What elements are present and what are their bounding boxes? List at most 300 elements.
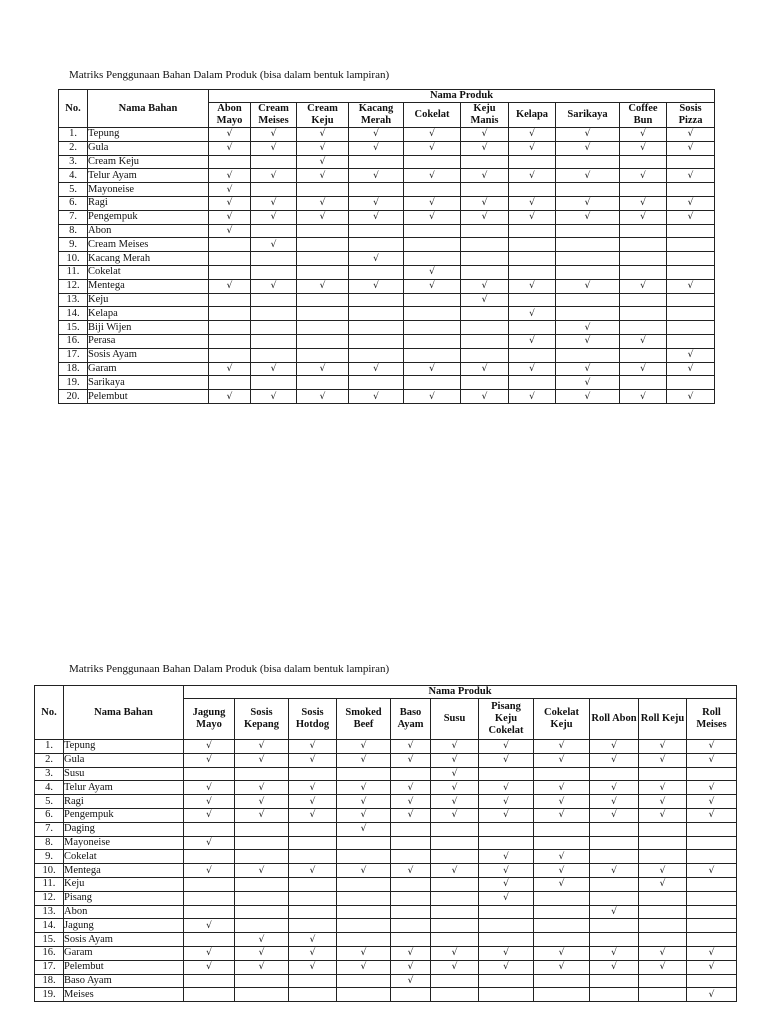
check-mark: √ [391, 781, 431, 795]
check-mark: √ [479, 891, 534, 905]
empty-cell [509, 183, 556, 197]
row-number: 19. [59, 376, 88, 390]
check-mark: √ [534, 781, 590, 795]
empty-cell [391, 822, 431, 836]
ingredient-row [35, 822, 737, 836]
check-mark: √ [235, 933, 289, 947]
row-number: 1. [59, 128, 88, 142]
check-mark: √ [297, 279, 349, 293]
empty-cell [556, 155, 620, 169]
check-mark: √ [479, 740, 534, 754]
empty-cell [620, 321, 667, 335]
check-mark: √ [235, 808, 289, 822]
empty-cell [235, 836, 289, 850]
check-mark: √ [289, 753, 337, 767]
empty-cell [251, 376, 297, 390]
check-mark: √ [404, 128, 461, 142]
check-mark: √ [556, 169, 620, 183]
ingredient-name: Pisang [64, 891, 184, 905]
empty-cell [235, 891, 289, 905]
matrix-caption-2: Matriks Penggunaan Bahan Dalam Produk (bisa dalam bentuk lampiran) [69, 663, 390, 675]
empty-cell [297, 348, 349, 362]
empty-cell [667, 238, 715, 252]
empty-cell [667, 224, 715, 238]
empty-cell [687, 919, 737, 933]
empty-cell [431, 988, 479, 1002]
check-mark: √ [209, 224, 251, 238]
check-mark: √ [289, 781, 337, 795]
check-mark: √ [620, 196, 667, 210]
check-mark: √ [297, 210, 349, 224]
empty-cell [534, 974, 590, 988]
empty-cell [184, 933, 235, 947]
row-number: 7. [59, 210, 88, 224]
empty-cell [289, 919, 337, 933]
empty-cell [590, 974, 639, 988]
check-mark: √ [349, 169, 404, 183]
product-header: Cream Keju [297, 103, 349, 128]
empty-cell [620, 265, 667, 279]
check-mark: √ [639, 753, 687, 767]
check-mark: √ [209, 362, 251, 376]
check-mark: √ [431, 781, 479, 795]
empty-cell [404, 334, 461, 348]
ingredient-name: Perasa [88, 334, 209, 348]
header-nama-produk: Nama Produk [209, 90, 715, 103]
check-mark: √ [639, 946, 687, 960]
empty-cell [667, 334, 715, 348]
check-mark: √ [391, 864, 431, 878]
check-mark: √ [391, 808, 431, 822]
empty-cell [461, 348, 509, 362]
check-mark: √ [251, 196, 297, 210]
empty-cell [687, 905, 737, 919]
empty-cell [667, 321, 715, 335]
empty-cell [184, 905, 235, 919]
check-mark: √ [687, 988, 737, 1002]
empty-cell [349, 238, 404, 252]
ingredient-row [35, 919, 737, 933]
product-header: Sarikaya [556, 103, 620, 128]
empty-cell [590, 933, 639, 947]
check-mark: √ [534, 795, 590, 809]
empty-cell [639, 850, 687, 864]
empty-cell [534, 822, 590, 836]
empty-cell [639, 919, 687, 933]
ingredient-row [35, 836, 737, 850]
empty-cell [479, 905, 534, 919]
row-number: 15. [35, 933, 64, 947]
empty-cell [209, 348, 251, 362]
check-mark: √ [509, 128, 556, 142]
check-mark: √ [461, 293, 509, 307]
empty-cell [391, 891, 431, 905]
check-mark: √ [251, 279, 297, 293]
empty-cell [620, 224, 667, 238]
check-mark: √ [556, 390, 620, 404]
check-mark: √ [509, 141, 556, 155]
ingredient-name: Telur Ayam [88, 169, 209, 183]
empty-cell [337, 850, 391, 864]
ingredient-name: Jagung [64, 919, 184, 933]
check-mark: √ [479, 808, 534, 822]
check-mark: √ [184, 919, 235, 933]
header-nama-produk: Nama Produk [184, 686, 737, 699]
check-mark: √ [289, 960, 337, 974]
empty-cell [391, 850, 431, 864]
row-number: 3. [59, 155, 88, 169]
empty-cell [479, 919, 534, 933]
empty-cell [289, 836, 337, 850]
check-mark: √ [349, 390, 404, 404]
empty-cell [620, 155, 667, 169]
check-mark: √ [209, 210, 251, 224]
ingredient-name: Keju [64, 877, 184, 891]
empty-cell [289, 988, 337, 1002]
empty-cell [235, 905, 289, 919]
empty-cell [479, 767, 534, 781]
empty-cell [509, 321, 556, 335]
ingredient-row [59, 265, 715, 279]
empty-cell [431, 836, 479, 850]
empty-cell [667, 293, 715, 307]
empty-cell [687, 836, 737, 850]
product-header: Sosis Hotdog [289, 699, 337, 740]
row-number: 4. [59, 169, 88, 183]
empty-cell [297, 321, 349, 335]
empty-cell [391, 877, 431, 891]
row-number: 5. [35, 795, 64, 809]
empty-cell [479, 933, 534, 947]
ingredient-name: Pengempuk [88, 210, 209, 224]
row-number: 13. [35, 905, 64, 919]
check-mark: √ [509, 196, 556, 210]
ingredient-row [35, 933, 737, 947]
check-mark: √ [404, 362, 461, 376]
empty-cell [235, 767, 289, 781]
check-mark: √ [251, 238, 297, 252]
empty-cell [289, 891, 337, 905]
empty-cell [235, 974, 289, 988]
ingredient-name: Mentega [88, 279, 209, 293]
empty-cell [620, 376, 667, 390]
row-number: 17. [35, 960, 64, 974]
product-header: Baso Ayam [391, 699, 431, 740]
check-mark: √ [431, 740, 479, 754]
check-mark: √ [184, 864, 235, 878]
check-mark: √ [337, 781, 391, 795]
check-mark: √ [620, 210, 667, 224]
ingredient-row [59, 128, 715, 142]
product-header: Smoked Beef [337, 699, 391, 740]
check-mark: √ [667, 196, 715, 210]
row-number: 17. [59, 348, 88, 362]
check-mark: √ [556, 141, 620, 155]
row-number: 12. [59, 279, 88, 293]
row-number: 12. [35, 891, 64, 905]
check-mark: √ [404, 279, 461, 293]
row-number: 19. [35, 988, 64, 1002]
empty-cell [289, 822, 337, 836]
product-header: Roll Meises [687, 699, 737, 740]
check-mark: √ [620, 390, 667, 404]
header-row [35, 686, 737, 699]
check-mark: √ [687, 808, 737, 822]
check-mark: √ [404, 141, 461, 155]
empty-cell [556, 265, 620, 279]
empty-cell [349, 321, 404, 335]
empty-cell [337, 933, 391, 947]
empty-cell [461, 224, 509, 238]
check-mark: √ [431, 808, 479, 822]
ingredient-name: Kacang Merah [88, 252, 209, 266]
empty-cell [235, 919, 289, 933]
empty-cell [461, 238, 509, 252]
ingredient-row [59, 321, 715, 335]
check-mark: √ [337, 864, 391, 878]
check-mark: √ [667, 128, 715, 142]
row-number: 20. [59, 390, 88, 404]
empty-cell [404, 293, 461, 307]
empty-cell [461, 307, 509, 321]
empty-cell [297, 293, 349, 307]
ingredient-row [35, 767, 737, 781]
ingredient-name: Cream Keju [88, 155, 209, 169]
empty-cell [431, 891, 479, 905]
empty-cell [590, 877, 639, 891]
empty-cell [431, 974, 479, 988]
check-mark: √ [639, 740, 687, 754]
check-mark: √ [337, 822, 391, 836]
ingredient-row [35, 891, 737, 905]
check-mark: √ [509, 169, 556, 183]
ingredient-row [59, 169, 715, 183]
empty-cell [209, 252, 251, 266]
empty-cell [184, 877, 235, 891]
row-number: 6. [59, 196, 88, 210]
check-mark: √ [556, 210, 620, 224]
check-mark: √ [556, 128, 620, 142]
empty-cell [349, 334, 404, 348]
empty-cell [431, 850, 479, 864]
empty-cell [349, 307, 404, 321]
check-mark: √ [391, 974, 431, 988]
product-header: Cokelat Keju [534, 699, 590, 740]
empty-cell [687, 974, 737, 988]
empty-cell [404, 376, 461, 390]
check-mark: √ [184, 808, 235, 822]
empty-cell [556, 348, 620, 362]
empty-cell [404, 252, 461, 266]
empty-cell [667, 376, 715, 390]
check-mark: √ [667, 348, 715, 362]
ingredient-row [59, 155, 715, 169]
ingredient-name: Tepung [64, 740, 184, 754]
ingredient-name: Mayoneise [64, 836, 184, 850]
check-mark: √ [590, 905, 639, 919]
ingredient-row [35, 988, 737, 1002]
check-mark: √ [431, 753, 479, 767]
check-mark: √ [391, 960, 431, 974]
ingredient-name: Baso Ayam [64, 974, 184, 988]
empty-cell [235, 988, 289, 1002]
ingredient-name: Sosis Ayam [64, 933, 184, 947]
check-mark: √ [297, 362, 349, 376]
empty-cell [667, 155, 715, 169]
empty-cell [687, 767, 737, 781]
empty-cell [509, 293, 556, 307]
check-mark: √ [639, 960, 687, 974]
check-mark: √ [509, 279, 556, 293]
empty-cell [479, 822, 534, 836]
row-number: 3. [35, 767, 64, 781]
check-mark: √ [556, 196, 620, 210]
check-mark: √ [289, 864, 337, 878]
empty-cell [209, 334, 251, 348]
check-mark: √ [534, 808, 590, 822]
check-mark: √ [534, 740, 590, 754]
ingredient-row [59, 307, 715, 321]
check-mark: √ [509, 307, 556, 321]
check-mark: √ [461, 210, 509, 224]
empty-cell [509, 155, 556, 169]
empty-cell [391, 836, 431, 850]
empty-cell [337, 919, 391, 933]
empty-cell [337, 767, 391, 781]
check-mark: √ [590, 946, 639, 960]
empty-cell [349, 224, 404, 238]
ingredient-row [35, 795, 737, 809]
empty-cell [349, 293, 404, 307]
check-mark: √ [479, 877, 534, 891]
header-nama-bahan: Nama Bahan [64, 686, 184, 740]
check-mark: √ [687, 781, 737, 795]
empty-cell [235, 822, 289, 836]
ingredient-row [59, 390, 715, 404]
ingredient-name: Ragi [88, 196, 209, 210]
row-number: 10. [35, 864, 64, 878]
empty-cell [251, 224, 297, 238]
empty-cell [620, 252, 667, 266]
check-mark: √ [209, 141, 251, 155]
check-mark: √ [461, 128, 509, 142]
empty-cell [534, 988, 590, 1002]
header-row [59, 90, 715, 103]
empty-cell [509, 348, 556, 362]
check-mark: √ [479, 795, 534, 809]
row-number: 14. [35, 919, 64, 933]
empty-cell [251, 265, 297, 279]
empty-cell [337, 877, 391, 891]
empty-cell [337, 836, 391, 850]
check-mark: √ [534, 864, 590, 878]
check-mark: √ [590, 740, 639, 754]
empty-cell [461, 321, 509, 335]
empty-cell [590, 850, 639, 864]
row-number: 9. [35, 850, 64, 864]
empty-cell [534, 933, 590, 947]
empty-cell [209, 155, 251, 169]
product-header: Sosis Pizza [667, 103, 715, 128]
check-mark: √ [349, 128, 404, 142]
row-number: 11. [59, 265, 88, 279]
check-mark: √ [251, 390, 297, 404]
check-mark: √ [620, 279, 667, 293]
check-mark: √ [297, 155, 349, 169]
empty-cell [667, 252, 715, 266]
row-number: 18. [35, 974, 64, 988]
empty-cell [337, 905, 391, 919]
empty-cell [461, 252, 509, 266]
empty-cell [620, 238, 667, 252]
check-mark: √ [184, 740, 235, 754]
empty-cell [461, 155, 509, 169]
empty-cell [687, 933, 737, 947]
check-mark: √ [667, 169, 715, 183]
check-mark: √ [251, 169, 297, 183]
ingredient-name: Garam [88, 362, 209, 376]
empty-cell [297, 238, 349, 252]
empty-cell [297, 252, 349, 266]
empty-cell [534, 919, 590, 933]
check-mark: √ [431, 795, 479, 809]
product-header: Jagung Mayo [184, 699, 235, 740]
empty-cell [297, 334, 349, 348]
empty-cell [251, 252, 297, 266]
product-header: Keju Manis [461, 103, 509, 128]
row-number: 15. [59, 321, 88, 335]
ingredient-row [35, 877, 737, 891]
empty-cell [639, 891, 687, 905]
ingredient-name: Susu [64, 767, 184, 781]
ingredient-name: Garam [64, 946, 184, 960]
ingredient-row [59, 238, 715, 252]
empty-cell [184, 767, 235, 781]
empty-cell [251, 293, 297, 307]
check-mark: √ [509, 334, 556, 348]
empty-cell [349, 265, 404, 279]
product-header: Sosis Kepang [235, 699, 289, 740]
ingredient-row [59, 183, 715, 197]
ingredient-name: Meises [64, 988, 184, 1002]
ingredient-name: Cokelat [88, 265, 209, 279]
check-mark: √ [289, 808, 337, 822]
check-mark: √ [556, 362, 620, 376]
empty-cell [479, 974, 534, 988]
row-number: 16. [59, 334, 88, 348]
empty-cell [667, 307, 715, 321]
check-mark: √ [289, 946, 337, 960]
empty-cell [391, 905, 431, 919]
product-header: Kacang Merah [349, 103, 404, 128]
check-mark: √ [235, 740, 289, 754]
empty-cell [687, 822, 737, 836]
check-mark: √ [349, 141, 404, 155]
ingredient-name: Kelapa [88, 307, 209, 321]
empty-cell [289, 850, 337, 864]
empty-cell [509, 265, 556, 279]
check-mark: √ [556, 376, 620, 390]
empty-cell [209, 265, 251, 279]
check-mark: √ [184, 946, 235, 960]
check-mark: √ [479, 781, 534, 795]
empty-cell [349, 376, 404, 390]
check-mark: √ [404, 390, 461, 404]
empty-cell [297, 376, 349, 390]
check-mark: √ [349, 362, 404, 376]
check-mark: √ [590, 808, 639, 822]
empty-cell [251, 155, 297, 169]
